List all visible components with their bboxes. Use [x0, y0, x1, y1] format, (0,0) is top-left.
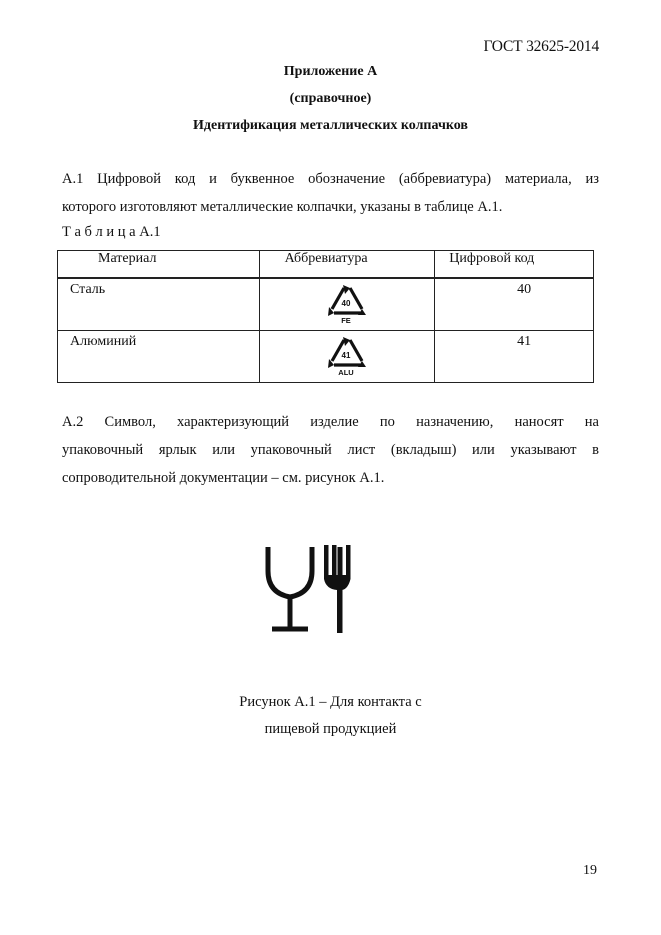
- table-row: [58, 278, 594, 331]
- paragraph-a2-line: А.2 Символ, характеризующий изделие по назначению, наносят на: [62, 414, 599, 430]
- material-cell: [58, 331, 260, 383]
- appendix-kind: (справочное): [289, 91, 372, 106]
- recycle-number: 41: [341, 351, 351, 360]
- paragraph-a2: [62, 408, 599, 492]
- materials-table: [57, 250, 594, 383]
- abbreviation-cell: [259, 278, 435, 331]
- header-abbreviation: Аббревиатура: [284, 251, 368, 266]
- table-header-cell: [435, 251, 594, 279]
- material-name: Сталь: [70, 282, 106, 297]
- document-code: ГОСТ 32625-2014: [483, 38, 599, 55]
- recycle-number: 40: [341, 299, 351, 308]
- abbreviation-cell: [259, 331, 435, 383]
- code-cell: [435, 278, 594, 331]
- table-header-row: [58, 251, 594, 279]
- figure-caption-line2: пищевой продукцией: [264, 721, 397, 737]
- appendix-title: Приложение А: [283, 64, 378, 79]
- code-cell: [435, 331, 594, 383]
- appendix-name: Идентификация металлических колпачков: [193, 118, 468, 133]
- paragraph-a1: [62, 165, 599, 221]
- paragraph-a2-line: сопроводительной документации – см. рисунок А.1.: [62, 470, 385, 486]
- page-number: 19: [583, 863, 597, 878]
- recycle-triangle-icon: [328, 337, 366, 377]
- figure-caption-line1: Рисунок А.1 – Для контакта с: [239, 694, 422, 710]
- table-caption: Т а б л и ц а А.1: [62, 224, 161, 240]
- table-row: [58, 331, 594, 383]
- header-code: Цифровой код: [449, 251, 535, 266]
- material-code: 40: [517, 282, 532, 297]
- header-material: Материал: [98, 251, 157, 266]
- material-name: Алюминий: [70, 334, 137, 349]
- paragraph-a1-line: которого изготовляют металлические колпачки, указаны в таблице А.1.: [62, 199, 503, 215]
- paragraph-a1-line: А.1 Цифровой код и буквенное обозначение (аббревиатура) материала, из: [62, 171, 599, 187]
- material-cell: [58, 278, 260, 331]
- recycle-triangle-icon: [328, 285, 366, 325]
- paragraph-a2-line: упаковочный ярлык или упаковочный лист (вкладыш) или указывают в: [62, 442, 599, 458]
- table-header-cell: [259, 251, 435, 279]
- recycle-abbreviation: FE: [340, 316, 351, 325]
- table-header-cell: [58, 251, 260, 279]
- glass-and-fork-icon: [262, 541, 354, 633]
- material-code: 41: [517, 334, 532, 349]
- recycle-abbreviation: ALU: [337, 368, 354, 377]
